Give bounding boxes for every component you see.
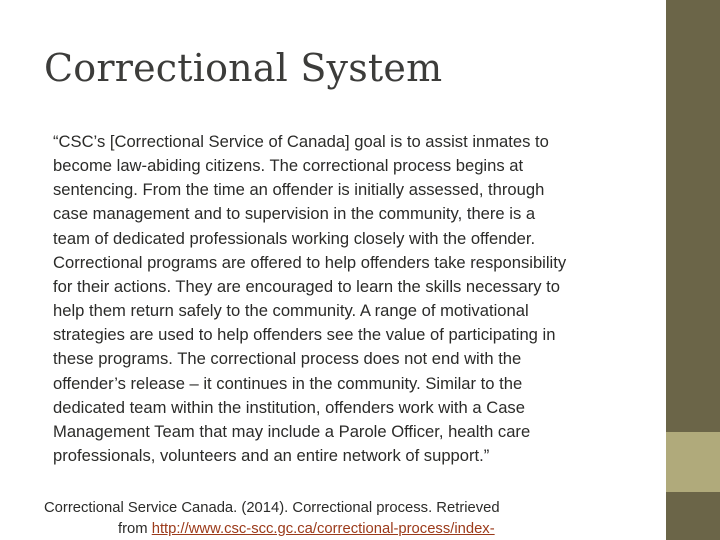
citation-prefix: from <box>118 521 152 537</box>
quote-line: help them return safely to the community. A range of motivational <box>53 301 529 321</box>
citation-link[interactable]: http://www.csc-scc.gc.ca/correctional-process/index- <box>151 521 495 537</box>
sidebar-dark-block <box>666 0 720 432</box>
decorative-sidebar <box>666 0 720 540</box>
citation <box>44 498 664 540</box>
quote-line: team of dedicated professionals working closely with the offender. <box>53 228 536 248</box>
quote-line: dedicated team within the institution, offenders work with a Case <box>53 397 525 417</box>
quote-line: these programs. The correctional process does not end with the <box>53 349 522 369</box>
quote-line: offender’s release – it continues in the community. Similar to the <box>53 373 523 393</box>
slide-title: Correctional System <box>44 46 443 90</box>
sidebar-light-block <box>666 432 720 492</box>
quote-line: strategies are used to help offenders see the value of participating in <box>53 325 556 345</box>
quote-line: professionals, volunteers and an entire network of support.” <box>53 446 490 466</box>
quote-line: case management and to supervision in the community, there is a <box>53 204 536 224</box>
quote-line: Management Team that may include a Parole Officer, health care <box>53 421 531 441</box>
quote-line: for their actions. They are encouraged to learn the skills necessary to <box>53 276 560 296</box>
quote-line: sentencing. From the time an offender is initially assessed, through <box>53 180 545 200</box>
citation-line-1: Correctional Service Canada. (2014). Correctional process. Retrieved <box>44 500 500 516</box>
quote-line: “CSC’s [Correctional Service of Canada] goal is to assist inmates to <box>53 132 549 151</box>
quote-line: Correctional programs are offered to help offenders take responsibility <box>53 252 567 272</box>
sidebar-bottom-block <box>666 492 720 540</box>
quote-line: become law-abiding citizens. The correctional process begins at <box>53 156 524 176</box>
quote-paragraph <box>53 130 653 468</box>
